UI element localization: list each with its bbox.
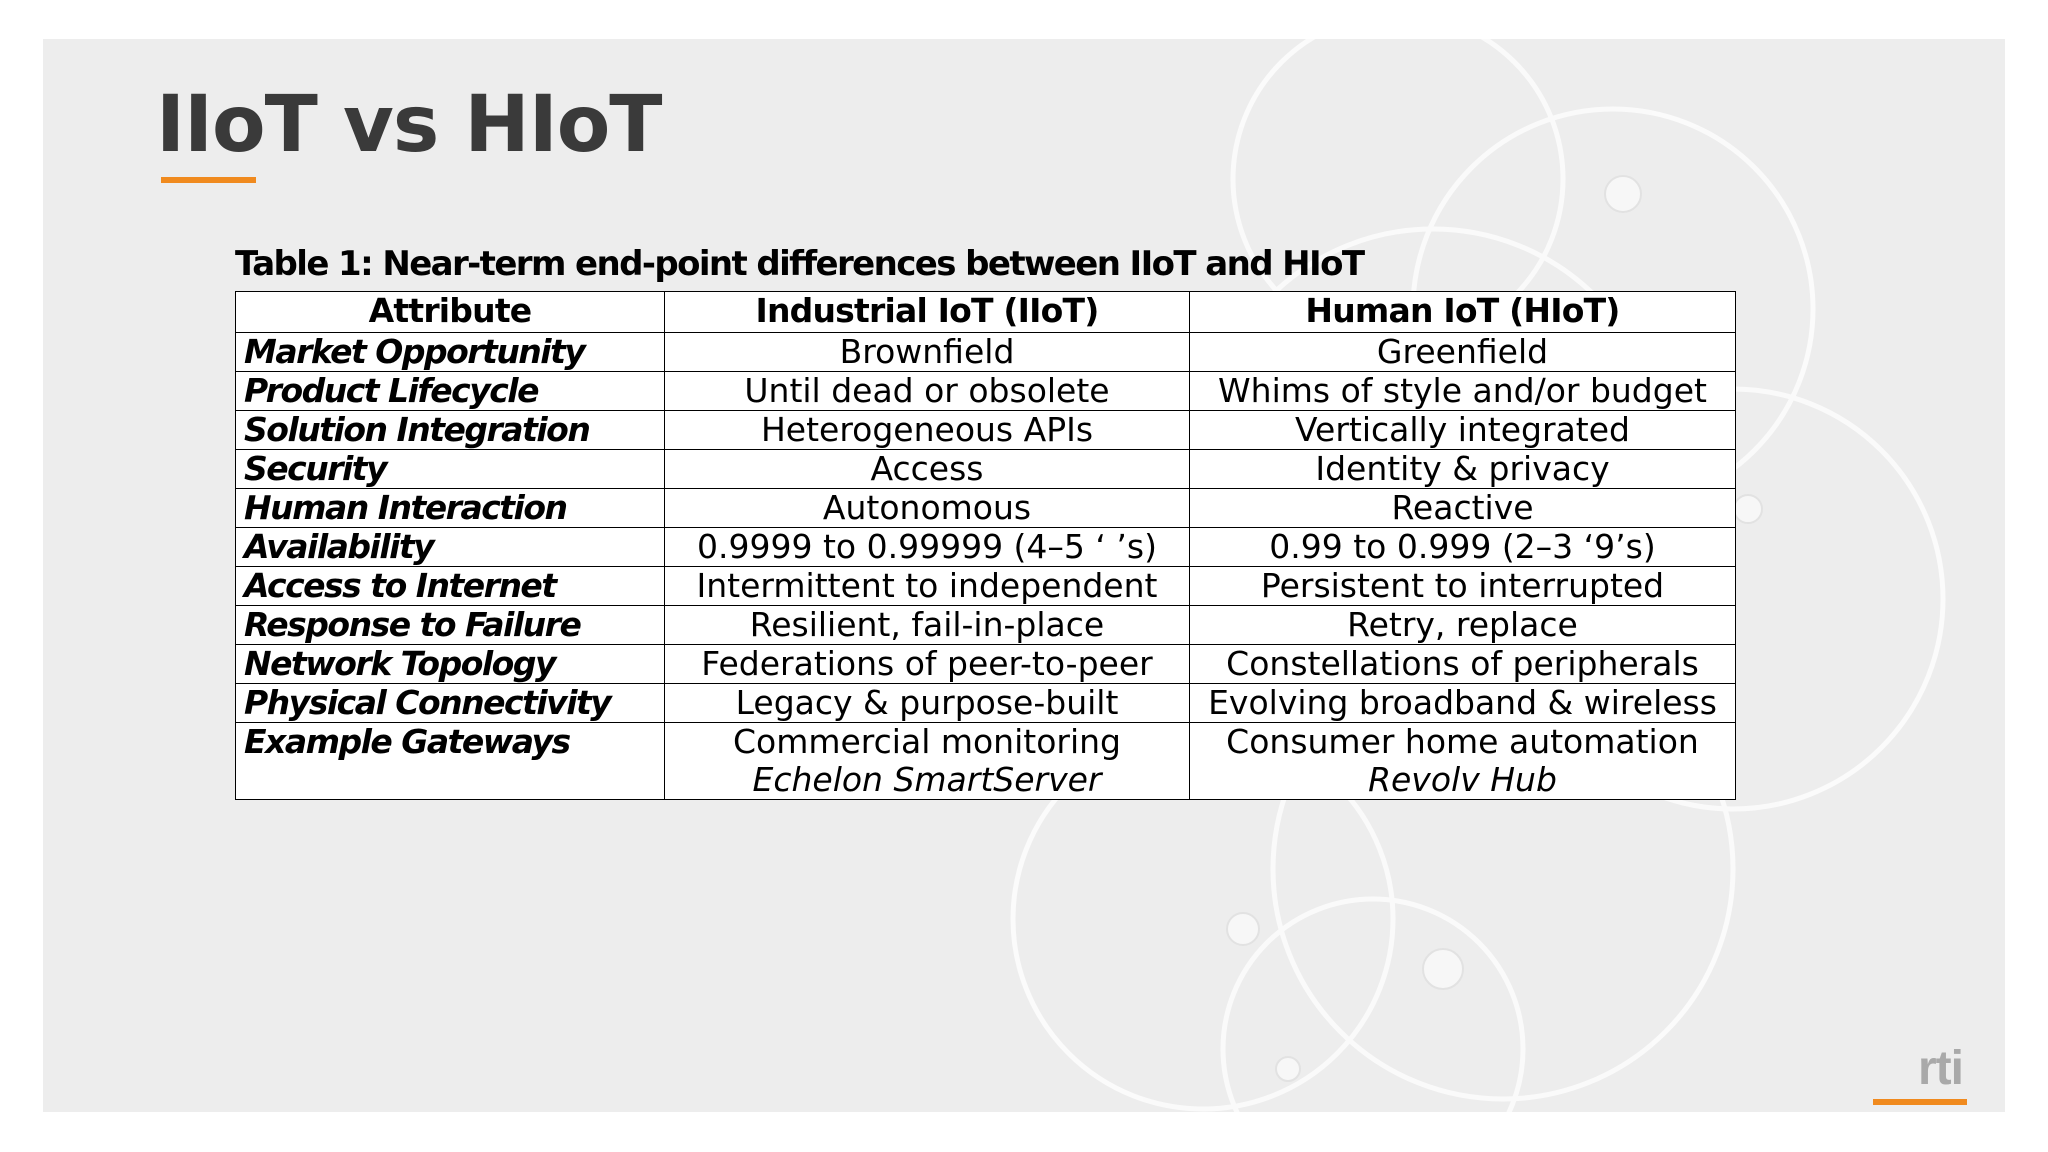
header-iiot: Industrial IoT (IIoT) <box>665 292 1190 333</box>
iiot-cell: Autonomous <box>665 489 1190 528</box>
iiot-cell: Brownfield <box>665 333 1190 372</box>
logo-accent-bar <box>1873 1099 1967 1105</box>
table-row <box>236 723 1736 800</box>
attribute-cell: Access to Internet <box>236 567 665 606</box>
attribute-cell: Market Opportunity <box>236 333 665 372</box>
table-row <box>236 372 1736 411</box>
attribute-cell: Human Interaction <box>236 489 665 528</box>
iiot-cell: 0.9999 to 0.99999 (4–5 ‘ ’s) <box>665 528 1190 567</box>
table-caption: Table 1: Near-term end-point differences between IIoT and HIoT <box>235 244 1364 284</box>
hiot-cell: Evolving broadband & wireless <box>1190 684 1736 723</box>
hiot-cell: Identity & privacy <box>1190 450 1736 489</box>
hiot-gateway-example: Revolv Hub <box>1368 760 1557 799</box>
iiot-cell: Intermittent to independent <box>665 567 1190 606</box>
attribute-cell: Physical Connectivity <box>236 684 665 723</box>
attribute-cell: Response to Failure <box>236 606 665 645</box>
iiot-cell: Legacy & purpose-built <box>665 684 1190 723</box>
attribute-cell: Network Topology <box>236 645 665 684</box>
iiot-cell: Federations of peer-to-peer <box>665 645 1190 684</box>
iiot-gateway-label: Commercial monitoring <box>732 722 1121 761</box>
hiot-gateway-label: Consumer home automation <box>1226 722 1699 761</box>
iiot-gateway-example: Echelon SmartServer <box>752 760 1102 799</box>
iiot-cell <box>665 723 1190 800</box>
slide-title: IIoT vs HIoT <box>156 80 662 170</box>
iiot-cell: Until dead or obsolete <box>665 372 1190 411</box>
hiot-cell: Retry, replace <box>1190 606 1736 645</box>
header-hiot: Human IoT (HIoT) <box>1190 292 1736 333</box>
attribute-cell: Security <box>236 450 665 489</box>
table-row <box>236 645 1736 684</box>
hiot-cell: Vertically integrated <box>1190 411 1736 450</box>
table-row <box>236 528 1736 567</box>
hiot-cell <box>1190 723 1736 800</box>
hiot-cell: Whims of style and/or budget <box>1190 372 1736 411</box>
attribute-cell: Availability <box>236 528 665 567</box>
iiot-cell: Resilient, fail-in-place <box>665 606 1190 645</box>
attribute-cell: Example Gateways <box>236 723 665 800</box>
hiot-cell: Reactive <box>1190 489 1736 528</box>
iiot-cell: Access <box>665 450 1190 489</box>
header-attribute: Attribute <box>236 292 665 333</box>
table-row <box>236 411 1736 450</box>
iiot-cell: Heterogeneous APIs <box>665 411 1190 450</box>
table-row <box>236 489 1736 528</box>
attribute-cell: Solution Integration <box>236 411 665 450</box>
table-row <box>236 567 1736 606</box>
title-accent-bar <box>161 177 256 183</box>
table-row <box>236 333 1736 372</box>
table-header-row <box>236 292 1736 333</box>
table-row <box>236 684 1736 723</box>
attribute-cell: Product Lifecycle <box>236 372 665 411</box>
comparison-table <box>235 291 1736 800</box>
table-row <box>236 450 1736 489</box>
hiot-cell: Greenfield <box>1190 333 1736 372</box>
rti-logo: rti <box>1918 1042 1963 1095</box>
hiot-cell: Constellations of peripherals <box>1190 645 1736 684</box>
hiot-cell: 0.99 to 0.999 (2–3 ‘9’s) <box>1190 528 1736 567</box>
hiot-cell: Persistent to interrupted <box>1190 567 1736 606</box>
table-row <box>236 606 1736 645</box>
